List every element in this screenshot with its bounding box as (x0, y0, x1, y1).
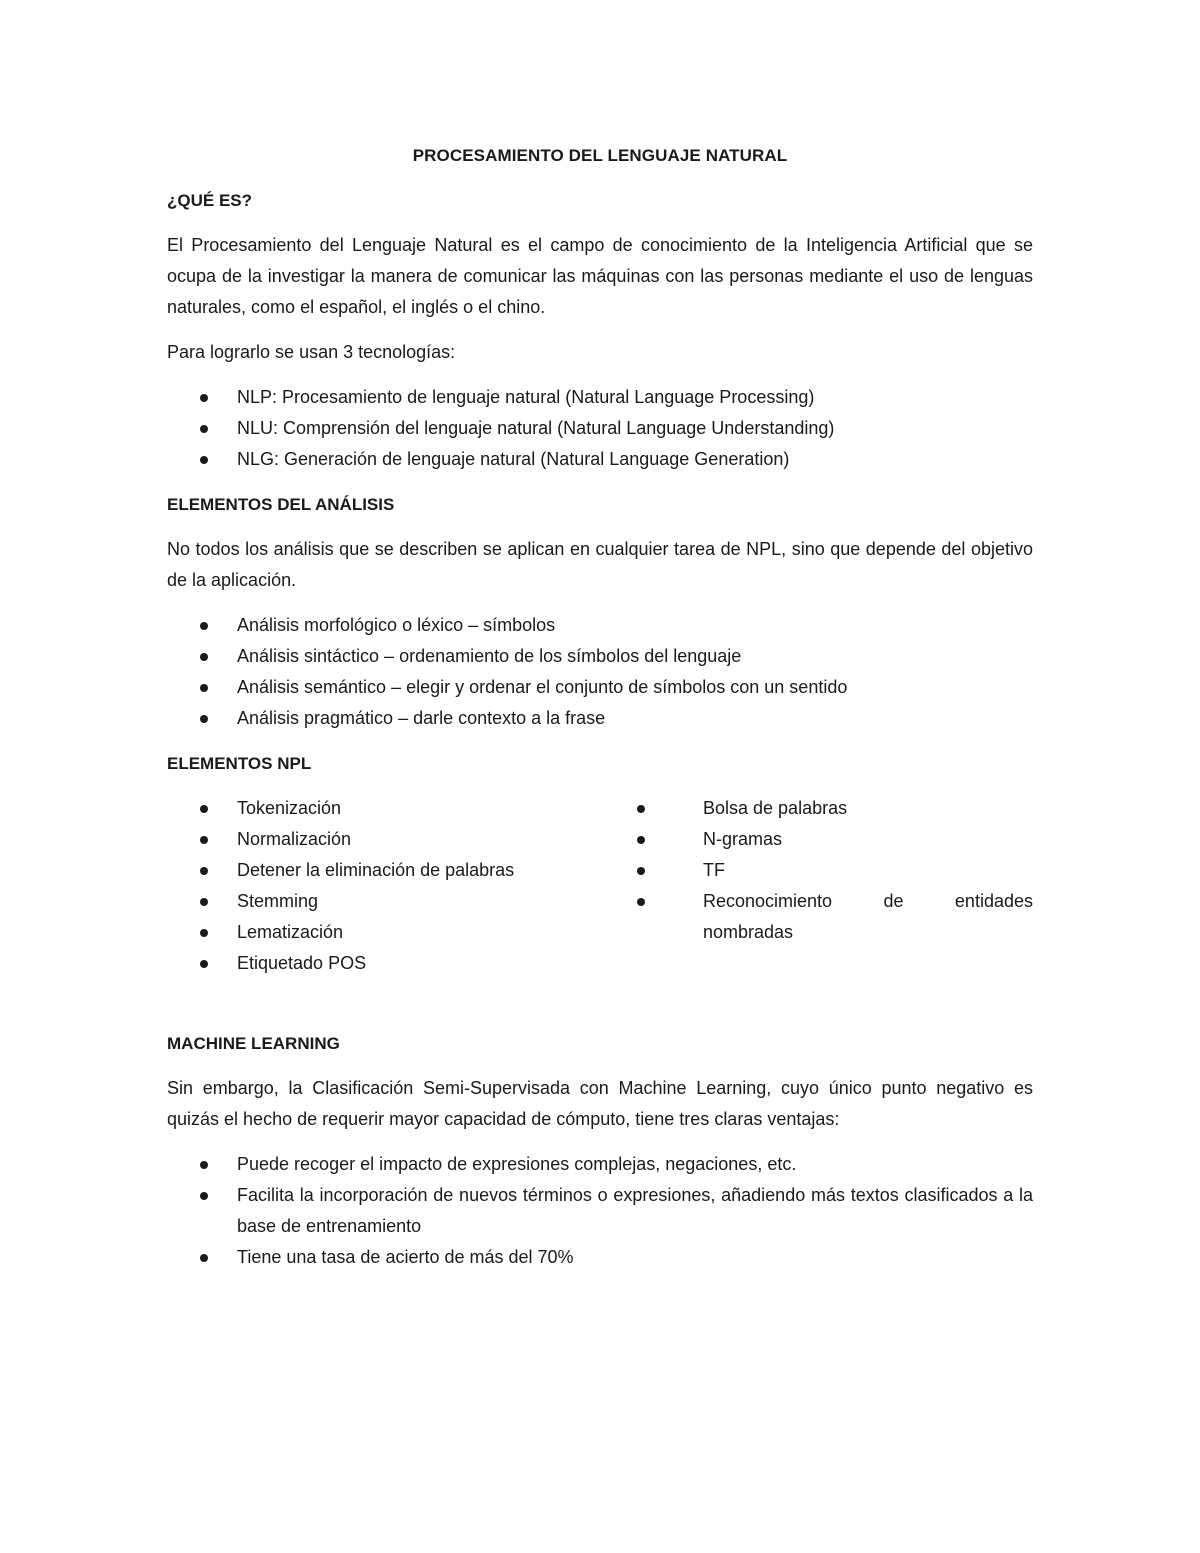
document-title: PROCESAMIENTO DEL LENGUAJE NATURAL (412, 146, 788, 165)
list-item (167, 917, 597, 948)
npl-two-column-list (167, 793, 1033, 979)
list-item (167, 444, 1033, 475)
list-item-text: Facilita la incorporación de nuevos términos o expresiones, añadiendo más textos clasificados a la base de entrenamiento (237, 1185, 1033, 1236)
list-item-text: Lematización (237, 922, 344, 942)
bullet-icon (200, 898, 208, 906)
list-item (167, 793, 597, 824)
list-item-text: Análisis semántico – elegir y ordenar el conjunto de símbolos con un sentido (237, 677, 848, 697)
list-item-text: Tokenización (237, 798, 342, 818)
bullet-icon (200, 805, 208, 813)
list-item (635, 824, 1033, 855)
list-item-text: Análisis pragmático – darle contexto a la frase (237, 708, 606, 728)
list-item (635, 855, 1033, 886)
list-item-text: Etiquetado POS (237, 953, 367, 973)
bullet-icon (637, 836, 645, 844)
list-item-text: Stemming (237, 891, 319, 911)
section-heading-elementos-npl: ELEMENTOS NPL (167, 754, 312, 773)
section-heading-que-es: ¿QUÉ ES? (167, 191, 253, 210)
bullet-icon (200, 456, 208, 464)
section-heading-machine-learning: MACHINE LEARNING (167, 1034, 340, 1053)
npl-left-column (167, 793, 597, 979)
document-content (167, 140, 1033, 1287)
list-item (167, 824, 597, 855)
bullet-icon (200, 425, 208, 433)
bullet-icon (200, 929, 208, 937)
npl-right-list (635, 793, 1033, 948)
npl-left-list (167, 793, 597, 979)
bullet-icon (200, 1254, 208, 1262)
list-item-text: Bolsa de palabras (703, 798, 848, 818)
list-item-text: NLG: Generación de lenguaje natural (Natural Language Generation) (237, 449, 790, 469)
bullet-icon (200, 1161, 208, 1169)
list-item-text: Normalización (237, 829, 352, 849)
machine-learning-paragraph: Sin embargo, la Clasificación Semi-Supervisada con Machine Learning, cuyo único punto negativo es quizás el hecho de requerir mayor capacidad de cómputo, tiene tres claras ventajas: (167, 1078, 1033, 1129)
bullet-icon (637, 898, 645, 906)
list-item (167, 382, 1033, 413)
analisis-list (167, 610, 1033, 734)
list-item (167, 1242, 1033, 1273)
bullet-icon (200, 684, 208, 692)
bullet-icon (200, 960, 208, 968)
elementos-analisis-paragraph: No todos los análisis que se describen se aplican en cualquier tarea de NPL, sino que depende del objetivo de la aplicación. (167, 539, 1033, 590)
tecnologias-intro: Para lograrlo se usan 3 tecnologías: (167, 342, 456, 362)
bullet-icon (200, 653, 208, 661)
list-item-text: Tiene una tasa de acierto de más del 70% (237, 1247, 574, 1267)
list-item-text: NLP: Procesamiento de lenguaje natural (Natural Language Processing) (237, 387, 815, 407)
bullet-icon (200, 836, 208, 844)
bullet-icon (637, 805, 645, 813)
list-item-text: TF (703, 860, 725, 880)
bullet-icon (200, 867, 208, 875)
npl-right-column (635, 793, 1033, 979)
list-item (167, 610, 1033, 641)
bullet-icon (200, 715, 208, 723)
list-item-text: Análisis morfológico o léxico – símbolos (237, 615, 556, 635)
list-item (167, 1180, 1033, 1242)
list-item-text: NLU: Comprensión del lenguaje natural (Natural Language Understanding) (237, 418, 835, 438)
list-item-text: Análisis sintáctico – ordenamiento de los símbolos del lenguaje (237, 646, 742, 666)
list-item (167, 948, 597, 979)
bullet-icon (200, 394, 208, 402)
bullet-icon (200, 622, 208, 630)
list-item (167, 641, 1033, 672)
list-item (167, 672, 1033, 703)
list-item-text: Puede recoger el impacto de expresiones complejas, negaciones, etc. (237, 1154, 797, 1174)
list-item (635, 886, 1033, 948)
list-item-justified-line (703, 886, 1033, 917)
section-heading-elementos-analisis: ELEMENTOS DEL ANÁLISIS (167, 495, 395, 514)
bullet-icon (200, 1192, 208, 1200)
ventajas-list (167, 1149, 1033, 1273)
list-item (167, 855, 597, 886)
tecnologias-list (167, 382, 1033, 475)
list-item-text: Detener la eliminación de palabras (237, 860, 515, 880)
list-item-word: entidades (954, 891, 1033, 911)
list-item (167, 703, 1033, 734)
list-item (167, 413, 1033, 444)
list-item-word: Reconocimiento (703, 891, 833, 911)
list-item-text: nombradas (703, 922, 794, 942)
list-item (167, 886, 597, 917)
que-es-paragraph: El Procesamiento del Lenguaje Natural es el campo de conocimiento de la Inteligencia Artificial que se ocupa de la investigar la manera de comunicar las máquinas con las personas mediante el uso de lenguas naturales, como el español, el inglés o el chino. (167, 235, 1033, 317)
list-item-text: N-gramas (703, 829, 783, 849)
list-item-word: de (883, 891, 904, 911)
list-item (635, 793, 1033, 824)
bullet-icon (637, 867, 645, 875)
list-item (167, 1149, 1033, 1180)
